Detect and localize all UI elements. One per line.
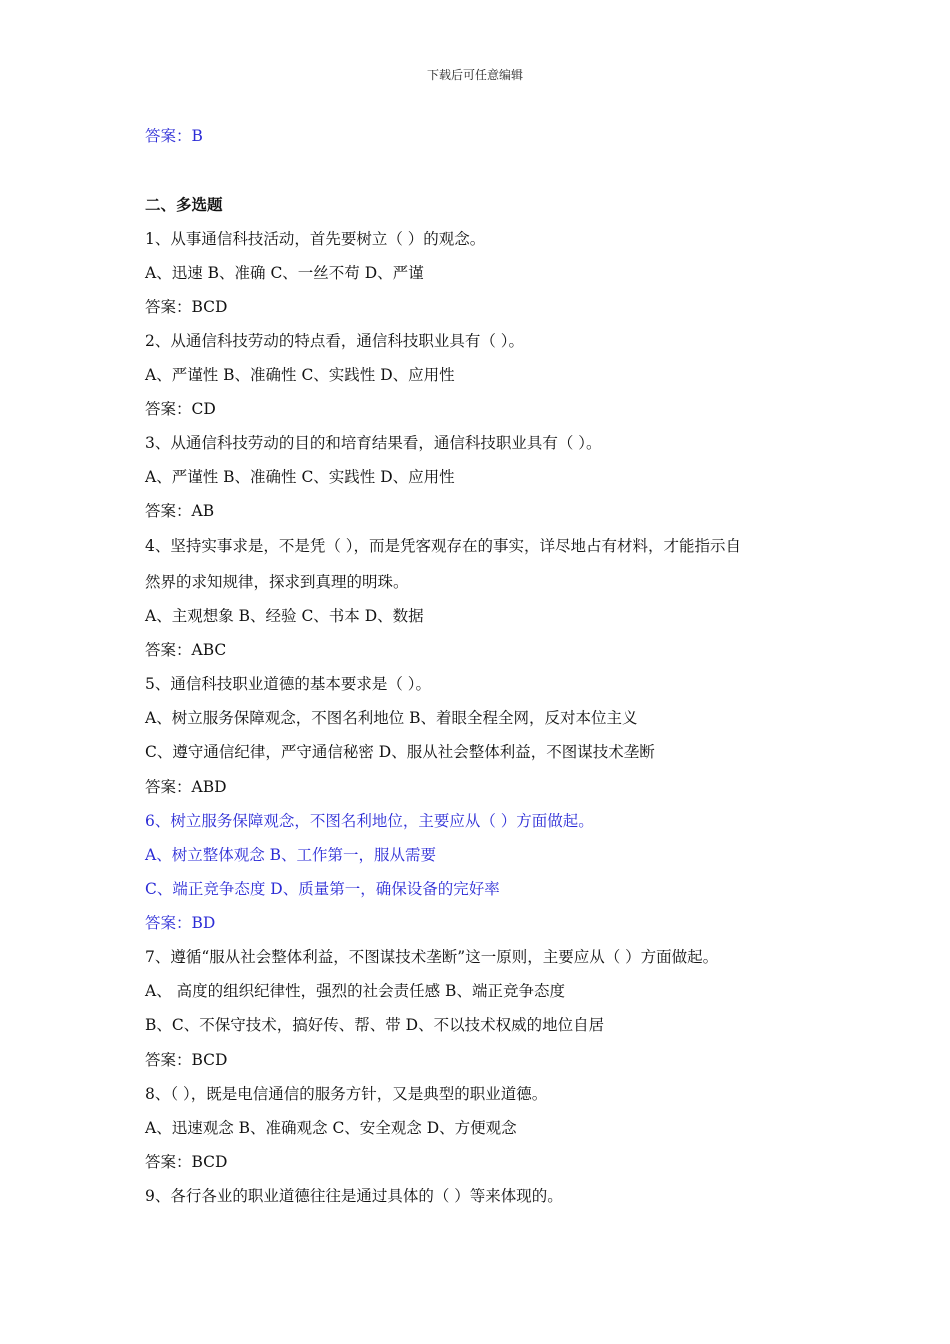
q8-text: 8、（ ），既是电信通信的服务方针，又是典型的职业道德。	[145, 1085, 548, 1103]
q8-options: A、迅速观念 B、准确观念 C、安全观念 D、方便观念	[145, 1119, 517, 1137]
q4-options: A、主观想象 B、经验 C、书本 D、数据	[145, 607, 424, 625]
q3-options: A、严谨性 B、准确性 C、实践性 D、应用性	[145, 468, 455, 486]
q8-answer: 答案：BCD	[145, 1153, 228, 1171]
q3-text: 3、从通信科技劳动的目的和培育结果看，通信科技职业具有（ ）。	[145, 434, 602, 452]
q3-answer: 答案：AB	[145, 502, 215, 520]
q1-text: 1、从事通信科技活动，首先要树立（ ）的观念。	[145, 230, 486, 248]
page-header: 下载后可任意编辑	[426, 68, 523, 82]
q2-text: 2、从通信科技劳动的特点看，通信科技职业具有（ ）。	[145, 332, 525, 350]
q9-text: 9、各行各业的职业道德往往是通过具体的（ ）等来体现的。	[145, 1187, 563, 1205]
q6-options-line2: C、端正竞争态度 D、质量第一，确保设备的完好率	[145, 880, 500, 898]
q6-options-line1: A、树立整体观念 B、工作第一，服从需要	[145, 846, 437, 864]
q4-answer: 答案：ABC	[145, 641, 227, 659]
q1-options: A、迅速 B、准确 C、一丝不苟 D、严谨	[145, 264, 424, 282]
q6-text: 6、树立服务保障观念，不图名利地位，主要应从（ ）方面做起。	[145, 812, 594, 830]
section-title: 二、多选题	[145, 195, 223, 214]
q5-answer: 答案：ABD	[145, 778, 227, 796]
q6-answer: 答案：BD	[145, 914, 216, 932]
q7-text: 7、遵循“服从社会整体利益，不图谋技术垄断”这一原则，主要应从（ ）方面做起。	[145, 948, 719, 966]
q7-answer: 答案：BCD	[145, 1051, 228, 1069]
q7-options-line1: A、 高度的组织纪律性，强烈的社会责任感 B、端正竞争态度	[145, 982, 565, 1000]
q4-text-line1: 4、坚持实事求是，不是凭（ ），而是凭客观存在的事实，详尽地占有材料，才能指示自	[145, 537, 742, 555]
q5-options-line2: C、遵守通信纪律，严守通信秘密 D、服从社会整体利益，不图谋技术垄断	[145, 743, 655, 761]
q4-text-line2: 然界的求知规律，探求到真理的明珠。	[145, 573, 409, 591]
previous-answer: 答案：B	[145, 127, 203, 145]
q2-options: A、严谨性 B、准确性 C、实践性 D、应用性	[145, 366, 455, 384]
q2-answer: 答案：CD	[145, 400, 216, 418]
q1-answer: 答案：BCD	[145, 298, 228, 316]
q5-text: 5、通信科技职业道德的基本要求是（ ）。	[145, 675, 432, 693]
q5-options-line1: A、树立服务保障观念，不图名利地位 B、着眼全程全网，反对本位主义	[145, 709, 638, 727]
q7-options-line2: B、C、不保守技术，搞好传、帮、带 D、不以技术权威的地位自居	[145, 1016, 605, 1034]
